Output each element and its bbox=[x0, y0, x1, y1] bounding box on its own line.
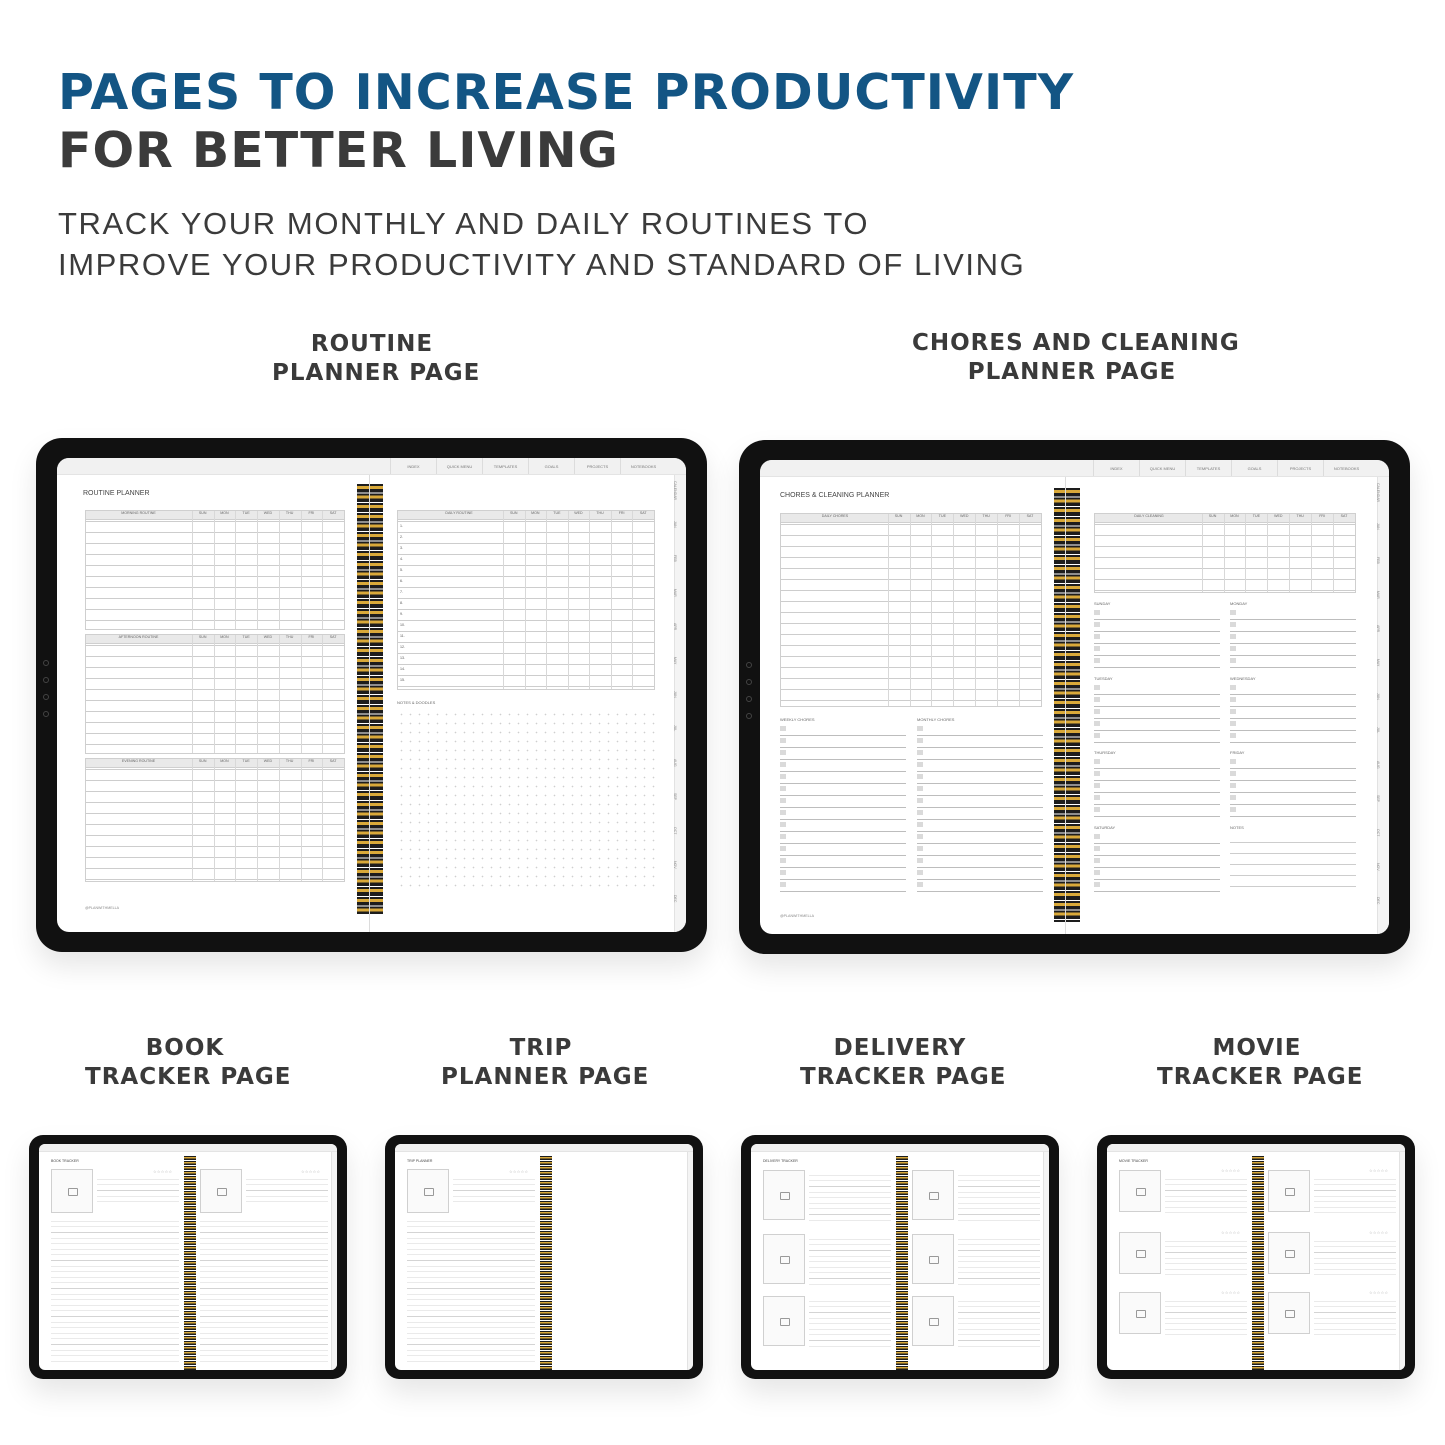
column-divider bbox=[1311, 514, 1312, 592]
table-header bbox=[398, 511, 654, 520]
month-sidebar bbox=[1043, 1152, 1049, 1370]
tab-projects[interactable]: PROJECTS bbox=[574, 458, 620, 474]
day-column-header: FRI bbox=[308, 759, 315, 763]
page-title: BOOK TRACKER bbox=[51, 1159, 79, 1163]
morning-routine-table bbox=[85, 510, 345, 630]
star-rating-icon[interactable]: ☆☆☆☆☆ bbox=[1369, 1168, 1389, 1173]
camera-icon bbox=[43, 660, 49, 666]
sidebar-may[interactable]: MAY bbox=[1376, 659, 1380, 667]
caption-line: TRACKER PAGE bbox=[1157, 1064, 1364, 1090]
day-column-header: TUE bbox=[242, 759, 250, 763]
day-column-header: FRI bbox=[618, 511, 625, 515]
tablet-movie-tracker bbox=[1097, 1135, 1415, 1379]
caption-line: TRACKER PAGE bbox=[85, 1064, 292, 1090]
sensor-icon bbox=[746, 679, 752, 685]
day-column-header: SUN bbox=[1208, 514, 1217, 518]
row-number: 4. bbox=[400, 557, 403, 561]
sensor-icon bbox=[746, 696, 752, 702]
caption-line: PLANNER PAGE bbox=[272, 360, 481, 386]
tuesday-label: TUESDAY bbox=[1094, 676, 1113, 681]
notes-label: NOTES bbox=[1230, 825, 1244, 830]
day-column-header: TUE bbox=[938, 514, 946, 518]
column-divider bbox=[301, 635, 302, 753]
day-column-header: TUE bbox=[242, 511, 250, 515]
star-rating-icon[interactable]: ☆☆☆☆☆ bbox=[509, 1169, 529, 1174]
sidebar-jun[interactable]: JUN bbox=[1376, 693, 1380, 700]
movie-details-lines[interactable] bbox=[1165, 1174, 1247, 1218]
sidebar-sep[interactable]: SEP bbox=[1376, 795, 1380, 803]
camera-icon[interactable] bbox=[912, 1234, 954, 1284]
table-header bbox=[781, 514, 1041, 523]
book-details-lines[interactable] bbox=[97, 1174, 179, 1204]
sidebar-mar[interactable]: MAR bbox=[673, 589, 677, 597]
sidebar-feb[interactable]: FEB bbox=[673, 555, 677, 562]
planner-tab-bar bbox=[760, 460, 1389, 477]
day-column-header: THU bbox=[285, 759, 294, 763]
weekly-chores-label: WEEKLY CHORES bbox=[780, 717, 815, 722]
day-column-header: MON bbox=[220, 635, 229, 639]
column-divider bbox=[301, 511, 302, 629]
page-title: DELIVERY TRACKER bbox=[763, 1159, 798, 1163]
star-rating-icon[interactable]: ☆☆☆☆☆ bbox=[1221, 1290, 1241, 1295]
caption-trip bbox=[441, 1034, 650, 1092]
day-column-header: THU bbox=[285, 511, 294, 515]
wednesday-label: WEDNESDAY bbox=[1230, 676, 1256, 681]
planner-tab-bar bbox=[751, 1144, 1049, 1152]
caption-movie bbox=[1157, 1034, 1364, 1092]
column-divider bbox=[279, 635, 280, 753]
weekly-chores-list[interactable] bbox=[780, 724, 906, 892]
sidebar-apr[interactable]: APR bbox=[1376, 625, 1380, 633]
column-divider bbox=[632, 511, 633, 689]
tab-index[interactable]: INDEX bbox=[1093, 460, 1139, 476]
delivery-details-lines[interactable] bbox=[809, 1296, 891, 1348]
day-column-header: SAT bbox=[1026, 514, 1034, 518]
camera-icon[interactable] bbox=[763, 1170, 805, 1220]
camera-icon[interactable] bbox=[1268, 1292, 1310, 1334]
day-column-header: TUE bbox=[242, 635, 250, 639]
column-divider bbox=[192, 511, 193, 629]
column-divider bbox=[931, 514, 932, 706]
afternoon-routine-table bbox=[85, 634, 345, 754]
subtitle-line-1: TRACK YOUR MONTHLY AND DAILY ROUTINES TO bbox=[58, 206, 870, 241]
sidebar-may[interactable]: MAY bbox=[673, 657, 677, 665]
day-column-header: TUE bbox=[553, 511, 561, 515]
caption-line: PLANNER PAGE bbox=[967, 359, 1177, 385]
month-sidebar bbox=[1399, 1152, 1405, 1370]
sidebar-mar[interactable]: MAR bbox=[1376, 591, 1380, 599]
delivery-details-lines[interactable] bbox=[958, 1296, 1040, 1348]
day-column-header: WED bbox=[263, 511, 273, 515]
star-rating-icon[interactable]: ☆☆☆☆☆ bbox=[1221, 1230, 1241, 1235]
monday-label: MONDAY bbox=[1230, 601, 1248, 606]
sidebar-sep[interactable]: SEP bbox=[673, 793, 677, 801]
star-rating-icon[interactable]: ☆☆☆☆☆ bbox=[1369, 1230, 1389, 1235]
row-number: 3. bbox=[400, 546, 403, 550]
tablet-trip-planner bbox=[385, 1135, 703, 1379]
table-header bbox=[1095, 514, 1355, 523]
movie-details-lines[interactable] bbox=[1165, 1236, 1247, 1280]
row-number: 13. bbox=[400, 656, 405, 660]
movie-details-lines[interactable] bbox=[1314, 1174, 1396, 1218]
caption-line: TRIP bbox=[509, 1035, 573, 1061]
sidebar-feb[interactable]: FEB bbox=[1376, 557, 1380, 564]
day-column-header: SUN bbox=[509, 511, 518, 515]
caption-book bbox=[85, 1034, 292, 1092]
chores-screen bbox=[760, 460, 1389, 934]
column-divider bbox=[279, 511, 280, 629]
row-number: 1. bbox=[400, 524, 403, 528]
column-divider bbox=[997, 514, 998, 706]
caption-line: CHORES AND CLEANING bbox=[912, 330, 1240, 356]
movie-details-lines[interactable] bbox=[1314, 1296, 1396, 1340]
delivery-details-lines[interactable] bbox=[958, 1170, 1040, 1222]
day-column-header: SAT bbox=[329, 759, 337, 763]
trip-notes-lines[interactable] bbox=[407, 1216, 535, 1366]
day-column-header: WED bbox=[263, 635, 273, 639]
camera-icon[interactable] bbox=[1119, 1292, 1161, 1334]
sidebar-jul[interactable]: JUL bbox=[673, 725, 677, 732]
column-divider bbox=[235, 759, 236, 881]
trip-screen bbox=[395, 1144, 693, 1370]
column-header: DAILY CHORES bbox=[821, 514, 849, 518]
delivery-details-lines[interactable] bbox=[809, 1234, 891, 1286]
sidebar-nov[interactable]: NOV bbox=[673, 861, 677, 869]
row-number: 10. bbox=[400, 623, 405, 627]
caption-line: ROUTINE bbox=[310, 331, 434, 357]
thursday-label: THURSDAY bbox=[1094, 750, 1116, 755]
column-divider bbox=[568, 511, 569, 689]
column-divider bbox=[257, 759, 258, 881]
sidebar-oct[interactable]: OCT bbox=[1376, 829, 1380, 837]
column-divider bbox=[322, 635, 323, 753]
daily-chores-table bbox=[780, 513, 1042, 707]
delivery-details-lines[interactable] bbox=[809, 1170, 891, 1222]
planner-tab-bar bbox=[57, 458, 686, 475]
tab-notebooks[interactable]: NOTEBOOKS bbox=[620, 458, 666, 474]
tab-goals[interactable]: GOALS bbox=[1231, 460, 1277, 476]
sidebar-dec[interactable]: DEC bbox=[1376, 897, 1380, 905]
day-column-header: WED bbox=[1274, 514, 1283, 518]
column-divider bbox=[1245, 514, 1246, 592]
column-header: DAILY ROUTINE bbox=[445, 511, 473, 515]
camera-icon bbox=[746, 662, 752, 668]
row-number: 5. bbox=[400, 568, 403, 572]
daily-routine-table bbox=[397, 510, 655, 690]
camera-icon[interactable] bbox=[763, 1296, 805, 1346]
camera-icon[interactable] bbox=[912, 1170, 954, 1220]
delivery-details-lines[interactable] bbox=[958, 1234, 1040, 1286]
caption-routine bbox=[272, 330, 481, 388]
tablet-delivery-tracker bbox=[741, 1135, 1059, 1379]
day-column-header: SUN bbox=[198, 511, 207, 515]
page-title: TRIP PLANNER bbox=[407, 1159, 433, 1163]
column-header: AFTERNOON ROUTINE bbox=[118, 635, 159, 639]
caption-line: DELIVERY bbox=[833, 1035, 967, 1061]
friday-label: FRIDAY bbox=[1230, 750, 1245, 755]
camera-icon[interactable] bbox=[763, 1234, 805, 1284]
day-column-header: MON bbox=[916, 514, 925, 518]
table-header bbox=[86, 635, 344, 644]
day-column-header: MON bbox=[1230, 514, 1239, 518]
page-divider bbox=[369, 475, 370, 932]
sidebar-aug[interactable]: AUG bbox=[673, 759, 677, 767]
day-column-header: MON bbox=[531, 511, 540, 515]
evening-routine-table bbox=[85, 758, 345, 882]
column-divider bbox=[589, 511, 590, 689]
day-column-header: THU bbox=[285, 635, 294, 639]
camera-icon[interactable] bbox=[1119, 1232, 1161, 1274]
planner-tab-bar bbox=[39, 1144, 337, 1152]
month-sidebar bbox=[331, 1152, 337, 1370]
thursday-list[interactable] bbox=[1094, 757, 1220, 817]
column-divider bbox=[301, 759, 302, 881]
day-column-header: WED bbox=[574, 511, 583, 515]
monday-list[interactable] bbox=[1230, 608, 1356, 668]
camera-icon[interactable] bbox=[1268, 1170, 1310, 1212]
day-column-header: MON bbox=[220, 511, 229, 515]
spiral-binding bbox=[184, 1156, 196, 1370]
day-column-header: SAT bbox=[329, 635, 337, 639]
spiral-binding bbox=[540, 1156, 552, 1370]
day-column-header: FRI bbox=[308, 635, 315, 639]
page-footer: @PLANWITHMELLA bbox=[780, 914, 815, 918]
movie-screen bbox=[1107, 1144, 1405, 1370]
day-column-header: SAT bbox=[329, 511, 337, 515]
column-divider bbox=[214, 511, 215, 629]
page-title: ROUTINE PLANNER bbox=[83, 490, 150, 497]
headline-line-1: PAGES TO INCREASE PRODUCTIVITY bbox=[58, 64, 1075, 121]
column-divider bbox=[322, 511, 323, 629]
column-divider bbox=[214, 759, 215, 881]
tab-quick-menu[interactable]: QUICK MENU bbox=[1139, 460, 1185, 476]
saturday-list[interactable] bbox=[1094, 832, 1220, 892]
friday-list[interactable] bbox=[1230, 757, 1356, 817]
sensor-icon bbox=[43, 694, 49, 700]
camera-icon[interactable] bbox=[200, 1169, 242, 1213]
column-divider bbox=[888, 514, 889, 706]
day-column-header: SUN bbox=[198, 635, 207, 639]
caption-delivery bbox=[800, 1034, 1007, 1092]
star-rating-icon[interactable]: ☆☆☆☆☆ bbox=[153, 1169, 173, 1174]
monthly-chores-list[interactable] bbox=[917, 724, 1043, 892]
camera-icon[interactable] bbox=[912, 1296, 954, 1346]
notes-label: NOTES & DOODLES bbox=[397, 700, 436, 705]
column-divider bbox=[257, 635, 258, 753]
row-number: 12. bbox=[400, 645, 405, 649]
tuesday-list[interactable] bbox=[1094, 683, 1220, 743]
day-column-header: FRI bbox=[1319, 514, 1325, 518]
page-divider bbox=[1065, 477, 1066, 934]
column-divider bbox=[1224, 514, 1225, 592]
column-divider bbox=[1019, 514, 1020, 706]
subtitle-line-2: IMPROVE YOUR PRODUCTIVITY AND STANDARD OF LIVING bbox=[58, 247, 1026, 282]
column-divider bbox=[192, 759, 193, 881]
camera-icon[interactable] bbox=[51, 1169, 93, 1213]
column-divider bbox=[235, 635, 236, 753]
sensor-icon bbox=[43, 711, 49, 717]
sidebar-jul[interactable]: JUL bbox=[1376, 727, 1380, 734]
column-divider bbox=[279, 759, 280, 881]
column-header: DAILY CLEANING bbox=[1134, 514, 1164, 518]
column-divider bbox=[611, 511, 612, 689]
day-column-header: SAT bbox=[1340, 514, 1348, 518]
tablet-chores-planner bbox=[739, 440, 1410, 954]
saturday-label: SATURDAY bbox=[1094, 825, 1116, 830]
book-details-lines[interactable] bbox=[246, 1174, 328, 1204]
tablet-book-tracker bbox=[29, 1135, 347, 1379]
book-notes-lines[interactable] bbox=[200, 1216, 328, 1366]
spiral-binding bbox=[1054, 488, 1080, 922]
column-divider bbox=[525, 511, 526, 689]
routine-screen bbox=[57, 458, 686, 932]
row-number: 8. bbox=[400, 601, 403, 605]
sidebar-apr[interactable]: APR bbox=[673, 623, 677, 631]
planner-tab-bar bbox=[1107, 1144, 1405, 1152]
sidebar-nov[interactable]: NOV bbox=[1376, 863, 1380, 871]
spiral-binding bbox=[1252, 1156, 1264, 1370]
tablet-routine-planner bbox=[36, 438, 707, 952]
row-number: 2. bbox=[400, 535, 403, 539]
sidebar-calendar[interactable]: CALENDAR bbox=[673, 481, 677, 501]
column-divider bbox=[1267, 514, 1268, 592]
row-number: 11. bbox=[400, 634, 405, 638]
column-divider bbox=[1333, 514, 1334, 592]
caption-line: BOOK bbox=[145, 1035, 225, 1061]
day-column-header: SAT bbox=[639, 511, 647, 515]
monthly-chores-label: MONTHLY CHORES bbox=[917, 717, 955, 722]
day-column-header: THU bbox=[982, 514, 990, 518]
day-column-header: FRI bbox=[308, 511, 315, 515]
row-number: 15. bbox=[400, 678, 405, 682]
sunday-label: SUNDAY bbox=[1094, 601, 1111, 606]
row-number: 6. bbox=[400, 579, 403, 583]
planner-tab-bar bbox=[395, 1144, 693, 1152]
table-header bbox=[86, 759, 344, 768]
column-divider bbox=[546, 511, 547, 689]
notes-dot-grid[interactable] bbox=[397, 710, 655, 890]
caption-line: TRACKER PAGE bbox=[800, 1064, 1007, 1090]
day-column-header: THU bbox=[596, 511, 604, 515]
column-divider bbox=[322, 759, 323, 881]
star-rating-icon[interactable]: ☆☆☆☆☆ bbox=[1369, 1290, 1389, 1295]
day-column-header: SUN bbox=[894, 514, 903, 518]
day-column-header: WED bbox=[960, 514, 969, 518]
notes-lines[interactable] bbox=[1230, 832, 1356, 892]
row-number: 9. bbox=[400, 612, 403, 616]
month-sidebar bbox=[674, 475, 686, 932]
caption-line: PLANNER PAGE bbox=[441, 1064, 650, 1090]
trip-details-lines[interactable] bbox=[453, 1174, 535, 1204]
day-column-header: THU bbox=[1296, 514, 1304, 518]
star-rating-icon[interactable]: ☆☆☆☆☆ bbox=[301, 1169, 321, 1174]
delivery-screen bbox=[751, 1144, 1049, 1370]
column-divider bbox=[192, 635, 193, 753]
sensor-icon bbox=[43, 677, 49, 683]
column-divider bbox=[953, 514, 954, 706]
column-header: EVENING ROUTINE bbox=[121, 759, 156, 763]
sidebar-calendar[interactable]: CALENDAR bbox=[1376, 483, 1380, 503]
spiral-binding bbox=[896, 1156, 908, 1370]
caption-chores bbox=[912, 329, 1240, 387]
month-sidebar bbox=[1377, 477, 1389, 934]
column-divider bbox=[1202, 514, 1203, 592]
camera-icon[interactable] bbox=[407, 1169, 449, 1213]
tab-templates[interactable]: TEMPLATES bbox=[482, 458, 528, 474]
month-sidebar bbox=[687, 1152, 693, 1370]
sidebar-aug[interactable]: AUG bbox=[1376, 761, 1380, 769]
sidebar-jan[interactable]: JAN bbox=[673, 521, 677, 528]
column-divider bbox=[214, 635, 215, 753]
tab-projects[interactable]: PROJECTS bbox=[1277, 460, 1323, 476]
sidebar-dec[interactable]: DEC bbox=[673, 895, 677, 903]
sidebar-oct[interactable]: OCT bbox=[673, 827, 677, 835]
tab-quick-menu[interactable]: QUICK MENU bbox=[436, 458, 482, 474]
day-column-header: SUN bbox=[198, 759, 207, 763]
row-number: 7. bbox=[400, 590, 403, 594]
sunday-list[interactable] bbox=[1094, 608, 1220, 668]
day-column-header: FRI bbox=[1005, 514, 1011, 518]
day-column-header: MON bbox=[220, 759, 229, 763]
row-number: 14. bbox=[400, 667, 405, 671]
page-footer: @PLANWITHMELLA bbox=[85, 906, 120, 910]
movie-details-lines[interactable] bbox=[1314, 1236, 1396, 1280]
tab-templates[interactable]: TEMPLATES bbox=[1185, 460, 1231, 476]
sidebar-jun[interactable]: JUN bbox=[673, 691, 677, 698]
wednesday-list[interactable] bbox=[1230, 683, 1356, 743]
tab-notebooks[interactable]: NOTEBOOKS bbox=[1323, 460, 1369, 476]
column-divider bbox=[257, 511, 258, 629]
tab-goals[interactable]: GOALS bbox=[528, 458, 574, 474]
column-header: MORNING ROUTINE bbox=[121, 511, 156, 515]
column-divider bbox=[503, 511, 504, 689]
sensor-icon bbox=[746, 713, 752, 719]
column-divider bbox=[910, 514, 911, 706]
book-notes-lines[interactable] bbox=[51, 1216, 179, 1366]
sidebar-jan[interactable]: JAN bbox=[1376, 523, 1380, 530]
camera-icon[interactable] bbox=[1119, 1170, 1161, 1212]
book-screen bbox=[39, 1144, 337, 1370]
tab-index[interactable]: INDEX bbox=[390, 458, 436, 474]
column-divider bbox=[1289, 514, 1290, 592]
day-column-header: WED bbox=[263, 759, 273, 763]
page-title: CHORES & CLEANING PLANNER bbox=[780, 492, 890, 499]
day-column-header: TUE bbox=[1252, 514, 1260, 518]
camera-icon[interactable] bbox=[1268, 1232, 1310, 1274]
star-rating-icon[interactable]: ☆☆☆☆☆ bbox=[1221, 1168, 1241, 1173]
caption-line: MOVIE bbox=[1212, 1035, 1302, 1061]
daily-cleaning-table bbox=[1094, 513, 1356, 593]
headline-line-2: FOR BETTER LIVING bbox=[58, 122, 619, 179]
spiral-binding bbox=[357, 484, 383, 914]
page-title: MOVIE TRACKER bbox=[1119, 1159, 1148, 1163]
movie-details-lines[interactable] bbox=[1165, 1296, 1247, 1340]
column-divider bbox=[975, 514, 976, 706]
column-divider bbox=[235, 511, 236, 629]
table-header bbox=[86, 511, 344, 520]
